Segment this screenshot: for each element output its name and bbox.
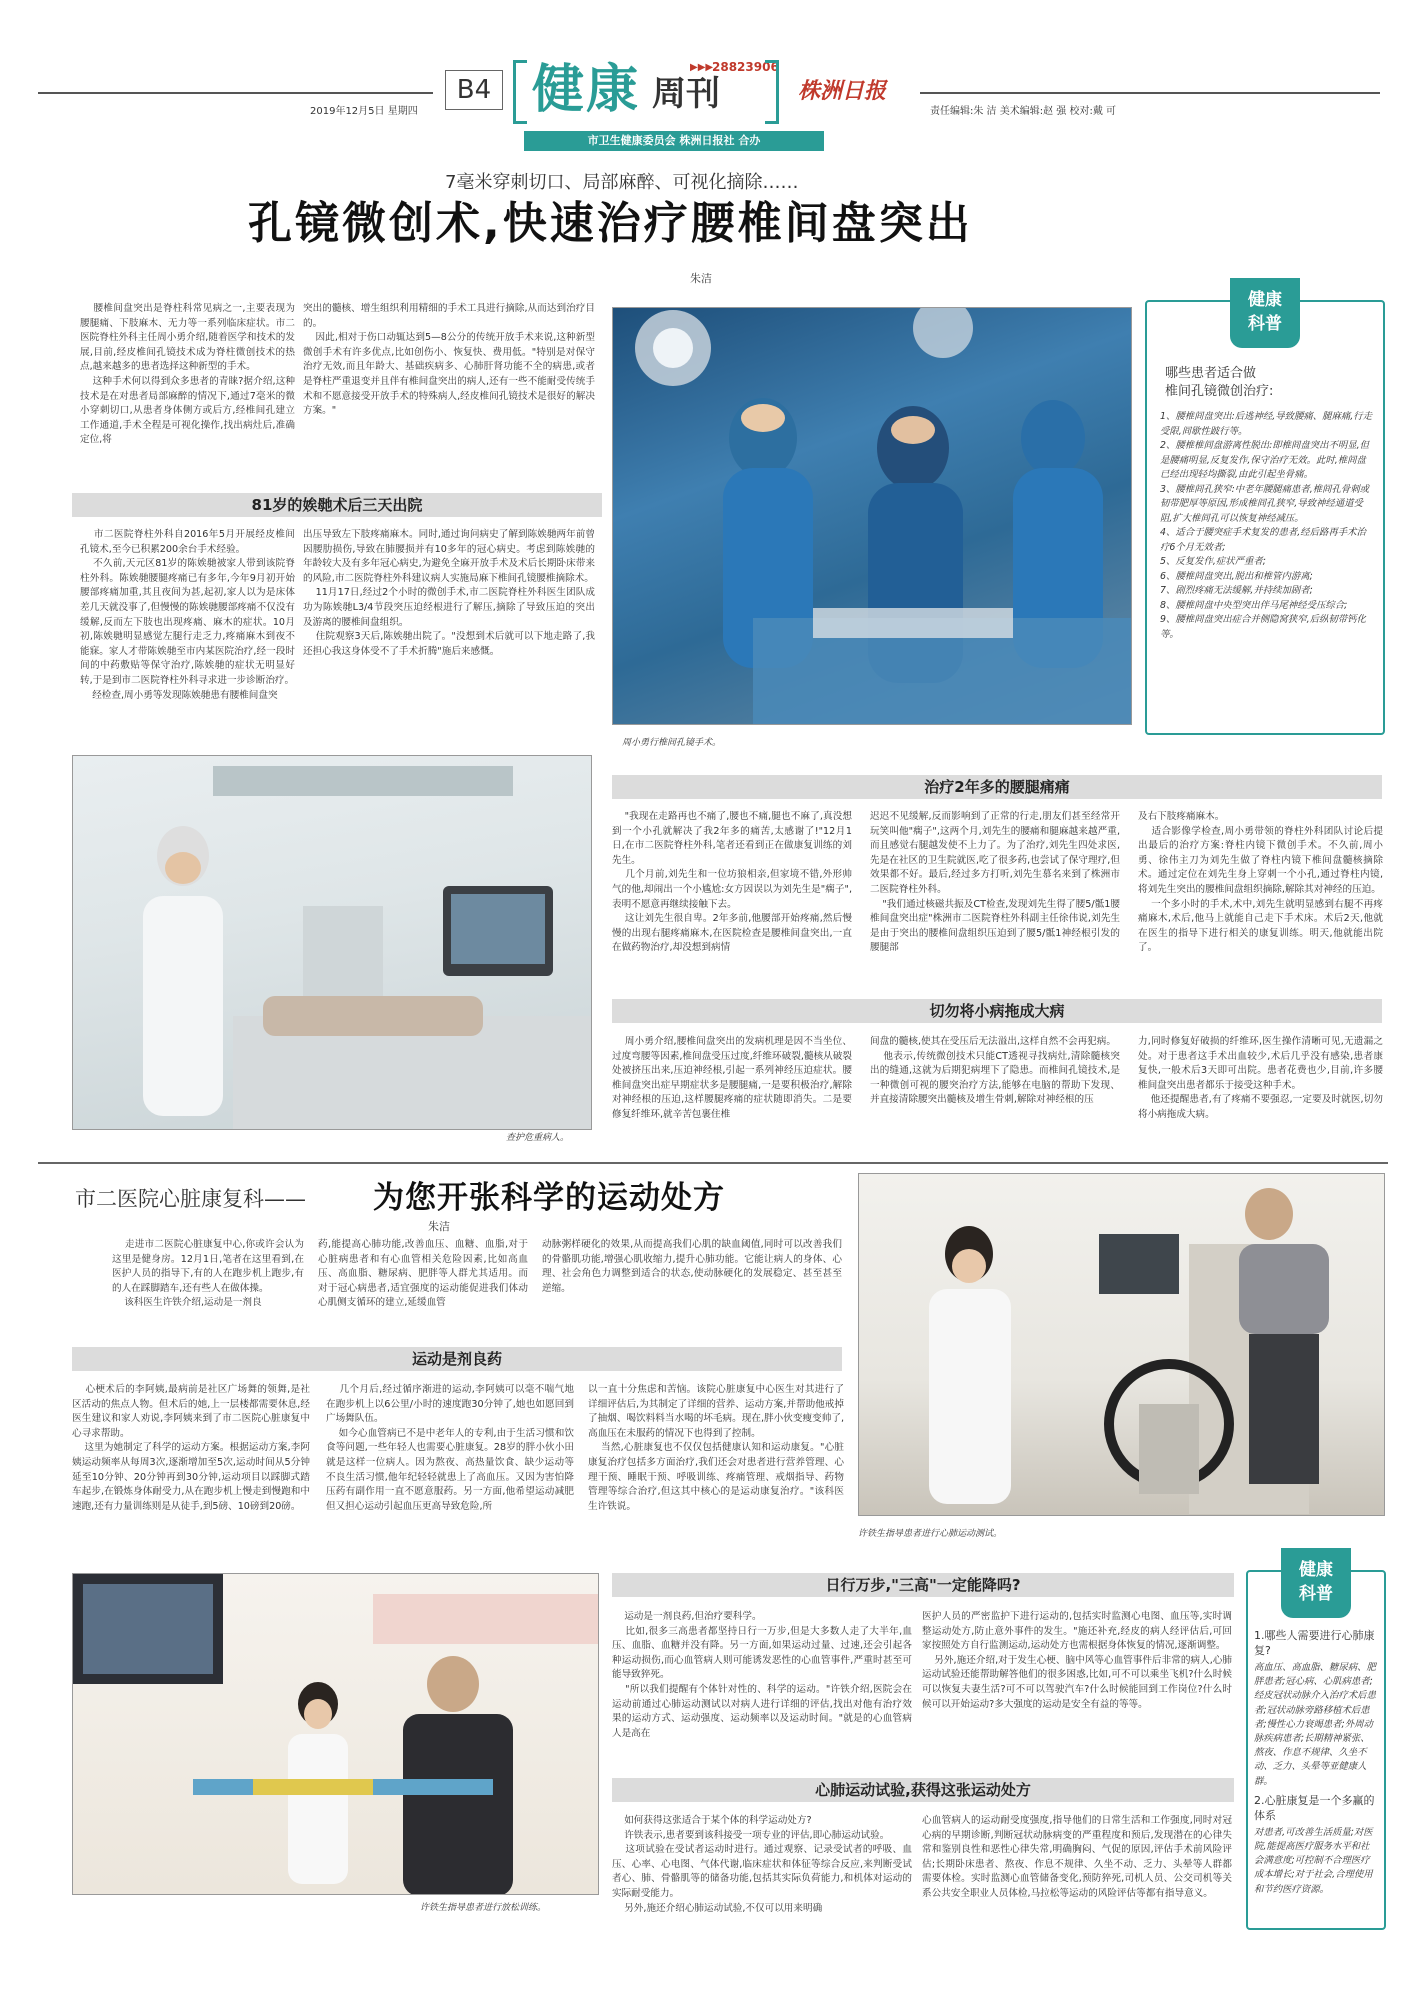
sidebar-2-badge-line2: 科普: [1299, 1584, 1333, 1604]
lead-headline: 孔镜微创术,快速治疗腰椎间盘突出: [248, 198, 973, 249]
story-3-column-2: 间盘的髓核,使其在受压后无法溢出,这样自然不会再犯病。 他表示,传统微创技术只能CT透视寻找病灶,清除髓核突出的缝通,这就为后期犯病埋下了隐患。而椎间孔镜技术,是一种微创可视的腰突治疗方法,能够在电脑的帮助下发现、并直接清除腰突出髓核及增生骨刺,解除对神经根的压: [870, 1036, 1120, 1106]
story-4-column-1: 心梗术后的李阿姨,最病前是社区广场舞的领舞,是社区活动的焦点人物。但术后的她,上一层楼都需要休息,经医生建议和家人劝说,李阿姨来到了市二医院心脏康复中心寻求帮助。 这里为她制定了科学的运动方案。根据运动方案,李阿姨运动频率从每周3次,逐渐增加至5次,运动时间从5分钟延至10分钟、20分钟再到30分钟,运动项目以踩脚式踏车起步,在锻炼身体耐受力,从在跑步机上慢走到慢跑和中速跑,还有力量训练则是从徒手,到5磅、10磅到20磅。: [72, 1384, 310, 1512]
story-2-column-3: 及右下肢疼痛麻木。 适合影像学检查,周小勇带领的脊柱外科团队讨论后提出最后的治疗方案:脊柱内镜下微创手术。不久前,周小勇、徐伟主刀为刘先生做了脊柱内镜下椎间盘髓核摘除术。通过定位在刘先生身上穿刺一个小孔,通过脊柱内镜,将刘先生突出的腰椎间盘组织摘除,解除其对神经的压迫。 一个多小时的手术,术中,刘先生就明显感到右腿不再疼痛麻木,术后,他马上就能自己走下手术床。术后2天,他就在医生的指导下进行相关的康复训练。明天,他就能出院了。: [1138, 811, 1383, 954]
sidebar-1-item: 4、适合于腰突症手术复发的患者,经后路再手术治疗6个月无效者;: [1160, 527, 1366, 553]
lead-column-2: 突出的髓核、增生组织利用精细的手术工具进行摘除,从而达到治疗目的。 因此,相对于伤口动辄达到5—8公分的传统开放手术来说,这种新型微创手术有许多优点,比如创伤小、恢复快、费用低。"特别是对保守治疗无效,而且年龄大、基础疾病多、心肺肝肾功能不全的病患,或者是脊柱严重退变并且伴有椎间盘突出的病人,还有一些不能耐受传统手术和不愿意接受开放手术的特殊病人,经皮椎间孔镜技术是很好的解决方案。": [303, 303, 595, 417]
masthead-phone: 28823906: [712, 60, 779, 74]
sidebar-2-content: [1254, 1628, 1378, 1897]
sidebar-1-title-line2: 椎间孔镜微创治疗:: [1165, 384, 1274, 399]
sidebar-1-item: 7、剧烈疼痛无法缓解,并持续加剧者;: [1160, 585, 1313, 596]
heart-column-1: 走进市二医院心脏康复中心,你或许会认为这里是健身房。12月1日,笔者在这里看到,在医护人员的指导下,有的人在跑步机上跑步,有的人在踩脚踏车,还有些人在做体操。 该科医生许铁介绍,运动是一剂良: [112, 1239, 304, 1309]
story-5-column-2: 医护人员的严密监护下进行运动的,包括实时监测心电图、血压等,实时调整运动处方,防止意外事件的发生。"施还补充,经皮的病人经评估后,可回家按照处方自行监测运动,运动处方也需根据身体恢复的情况,逐渐调整。 另外,施还介绍,对于发生心梗、脑中风等心血管事件后非常的病人,心肺运动试验还能帮助解答他们的很多困惑,比如,可不可以乘坐飞机?什么时候可以恢复夫妻生活?可不可以驾驶汽车?什么时候能回到工作岗位?什么时候可以开始运动?多大强度的运动是安全有益的等等。: [922, 1611, 1232, 1710]
lead-column-1: 腰椎间盘突出是脊柱科常见病之一,主要表现为腰腿痛、下肢麻木、无力等一系列临床症状。市二医院脊柱外科主任周小勇介绍,随着医学和技术的发展,目前,经皮椎间孔镜技术成为脊柱微创技术的热点,越来越多的患者选择这种新型的手术。 这种手术何以得到众多患者的青睐?据介绍,这种技术是在对患者局部麻醉的情况下,通过7毫米的微小穿刺切口,从患者身体侧方或后方,经椎间孔建立工作通道,手术全程是可视化操作,找出病灶后,准确定位,将: [80, 303, 295, 446]
masthead-title: 健康: [532, 60, 641, 120]
story-1-subhead: 81岁的娭毑术后三天出院: [72, 493, 602, 517]
ward-photo-illustration: [73, 756, 592, 1130]
sidebar-1-title: [1165, 365, 1273, 401]
heart-headline: 为您开张科学的运动处方: [373, 1180, 725, 1216]
rehab-test-photo: [858, 1173, 1385, 1516]
sidebar-1-item: 3、腰椎间孔狭窄:中老年腰腿痛患者,椎间孔骨刺或韧带肥厚等原因,形成椎间孔狭窄,导致神经通道受阻,扩大椎间孔可以恢复神经减压。: [1160, 483, 1369, 524]
story-2-subhead: 治疗2年多的腰腿痛痛: [612, 775, 1382, 799]
sidebar-2-question-2: 2.心脏康复是一个多赢的体系: [1254, 1793, 1375, 1822]
heart-column-2: 药,能提高心肺功能,改善血压、血糖、血脂,对于心脏病患者和有心血管相关危险因素,比如高血压、高血脂、糖尿病、肥胖等人群尤其适用。而对于冠心病患者,适宜强度的运动能促进我们体动心肌侧支循环的建立,延缓血管: [318, 1239, 528, 1309]
training-photo-illustration: [73, 1574, 599, 1895]
surgery-photo: [612, 307, 1132, 725]
story-4-column-2: 几个月后,经过循序渐进的运动,李阿姨可以毫不喘气地在跑步机上以6公里/小时的速度跑30分钟了,她也如愿回到广场舞队伍。 如今心血管病已不是中老年人的专利,由于生活习惯和饮食等问题,一些年轻人也需要心脏康复。28岁的胖小伙小田就是这样一位病人。因为熬夜、高热量饮食、缺少运动等不良生活习惯,他年纪轻轻就患上了高血压。又因为害怕降压药有副作用一直不愿意服药。另一方面,他希望运动减肥但又担心运动引起血压更高导致危险,所: [326, 1384, 574, 1512]
sidebar-1-badge: [1230, 278, 1300, 348]
lead-byline: 朱洁: [690, 272, 712, 285]
masthead-title-suffix: 周刊: [652, 74, 720, 114]
story-3-column-3: 力,同时修复好破损的纤维环,医生操作清晰可见,无遗漏之处。对于患者这手术出血较少,术后几乎没有感染,患者康复快,一般术后3天即可出院。患者花费也少,目前,许多腰椎间盘突出患者都乐于接受这种手术。 他还提醒患者,有了疼痛不要强忍,一定要及时就医,切勿将小病拖成大病。: [1138, 1036, 1383, 1120]
sidebar-2-question-1: 1.哪些人需要进行心肺康复?: [1254, 1629, 1375, 1657]
story-3-column-1: 周小勇介绍,腰椎间盘突出的发病机理是因不当坐位、过度弯腰等因素,椎间盘受压过度,纤维环破裂,髓核从破裂处被挤压出来,压迫神经根,引起一系列神经压迫症状。腰椎间盘突出症早期症状多是腰腿痛,一是要积极治疗,解除对神经根的压迫,这样腰腿疼痛的症状随即消失。二是要修复纤维环,就辛苦包裹住椎: [612, 1036, 852, 1120]
surgery-photo-caption: 周小勇行椎间孔镜手术。: [622, 738, 722, 748]
masthead-bracket: [513, 60, 527, 124]
ward-photo-caption: 查护危重病人。: [506, 1133, 570, 1143]
sidebar-2-answer-1: 高血压、高血脂、糖尿病、肥胖患者;冠心病、心肌病患者;经皮冠状动脉介入治疗术后患者;冠状动脉旁路移植术后患者;慢性心力衰竭患者;外周动脉疾病患者;长期精神紧张、熬夜、作息不规律、久坐不动、乏力、头晕等亚健康人群。: [1254, 1662, 1376, 1787]
section-divider: [38, 1162, 1388, 1164]
rehab-test-photo-caption: 许铁生指导患者进行心肺运动测试。: [858, 1529, 1003, 1539]
sidebar-2-badge: [1281, 1548, 1351, 1618]
ward-photo: [72, 755, 592, 1130]
story-4-subhead: 运动是剂良药: [72, 1347, 842, 1371]
story-6-subhead: 心肺运动试验,获得这张运动处方: [612, 1778, 1234, 1802]
rehab-test-photo-illustration: [859, 1174, 1385, 1516]
training-photo: [72, 1573, 599, 1895]
story-5-column-1: 运动是一剂良药,但治疗要科学。 比如,很多三高患者都坚持日行一万步,但是大多数人走了大半年,血压、血脂、血糖并没有降。另一方面,如果运动过量、过速,还会引起各种运动损伤,而心血管病人则可能诱发恶性的心血管事件,严重时甚至可能导致猝死。 "所以我们提醒有个体针对性的、科学的运动。"许铁介绍,医院会在运动前通过心肺运动测试以对病人进行详细的评估,找出对他有治疗效果的运动方式、运动强度、运动频率以及运动时间。"就是的心血管病人是高在: [612, 1611, 912, 1739]
sidebar-1-item: 2、腰椎椎间盘游离性脱出:即椎间盘突出不明显,但是腰痛明显,反复发作,保守治疗无效。此时,椎间盘已经出现轻均撕裂,由此引起坐骨痛。: [1160, 440, 1369, 480]
sidebar-1-title-line1: 哪些患者适合做: [1165, 366, 1257, 381]
sidebar-1-item: 6、腰椎间盘突出,脱出和椎管内游离;: [1160, 570, 1313, 582]
story-2-column-1: "我现在走路再也不痛了,腰也不痛,腿也不麻了,真没想到一个小孔就解决了我2年多的痛苦,太感谢了!"12月1日,在市二医院脊柱外科,笔者还看到正在做康复训练的刘先生。 几个月前,刘先生和一位坊狼相亲,但家境不错,外形帅气的他,却闹出一个小尴尬:女方因误以为刘先生是"瘸子",表明不愿意再继续接触下去。 这让刘先生很自卑。2年多前,他腰部开始疼痛,然后慢慢的出现右腿疼痛麻木,在医院检查是腰椎间盘突出,一直在做药物治疗,却没想到病情: [612, 811, 852, 954]
sidebar-1-badge-line1: 健康: [1248, 290, 1282, 310]
story-1-column-1: 市二医院脊柱外科自2016年5月开展经皮椎间孔镜术,至今已积累200余台手术经验。 不久前,天元区81岁的陈娭毑被家人带到该院脊柱外科。陈娭毑腰腿疼痛已有多年,今年9月初开始腰部疼痛加重,其且夜间为甚,起初,家人以为是床体差几天就没事了,但慢慢的陈娭毑腰部疼痛不仅没有缓解,反而左下肢也出现疼痛、麻木的症状。10月初,陈娭毑明显感觉左腿行走乏力,疼痛麻木到夜不能寐。家人才带陈娭毑至市内某医院治疗,经一段时间的中药敷贴等保守治疗,陈娭毑的症状无明显好转,于是到市二医院脊柱外科寻求进一步诊断治疗。 经检查,周小勇等发现陈娭毑患有腰椎间盘突: [80, 529, 295, 701]
masthead: [0, 0, 1420, 150]
masthead-rule-right: [920, 92, 1380, 94]
sidebar-1-item: 8、腰椎间盘中央型突出伴马尾神经受压综合;: [1160, 599, 1348, 611]
surgery-photo-illustration: [613, 308, 1132, 725]
sidebar-1-item: 9、腰椎间盘突出症合并侧隐窝狭窄,后纵韧带钙化等。: [1160, 614, 1366, 640]
sidebar-1-badge-line2: 科普: [1248, 314, 1282, 334]
story-4-column-3: 以一直十分焦虑和苦恼。该院心脏康复中心医生对其进行了详细评估后,为其制定了详细的营养、运动方案,并帮助他戒掉了抽烟、喝饮料料当水喝的坏毛病。现在,胖小伙变瘦变帅了,高血压在未服药的情况下也得到了控制。 当然,心脏康复也不仅仅包括健康认知和运动康复。"心脏康复治疗包括多方面治疗,我们还会对患者进行营养管理、心理干预、睡眠干预、呼吸训练、疼痛管理、戒烟指导、药物管理等综合治疗,但这其中核心的是运动康复治疗。"该科医生许铁说。: [588, 1384, 844, 1512]
paper-logo: 株洲日报: [798, 78, 887, 104]
sidebar-2-answer-2: 对患者,可改善生活质量;对医院,能提高医疗服务水平和社会满意度;可控制不合理医疗成本增长;对于社会,合理使用和节约医疗资源。: [1254, 1826, 1373, 1895]
heart-kicker: 市二医院心脏康复科——: [75, 1187, 306, 1211]
story-6-column-1: 如何获得这张适合于某个体的科学运动处方? 许铁表示,患者要到该科接受一项专业的评估,即心肺运动试验。 这项试验在受试者运动时进行。通过观察、记录受试者的呼吸、血压、心率、心电图、气体代谢,临床症状和体征等综合反应,来判断受试者心、肺、骨骼肌等的储备功能,包括其实际负荷能力,和机体对运动的实际耐受能力。 另外,施还介绍心肺运动试验,不仅可以用来明确: [612, 1815, 912, 1914]
heart-byline: 朱洁: [428, 1220, 450, 1233]
phone-icon: ▶▶▶: [690, 62, 714, 73]
issue-date: 2019年12月5日 星期四: [310, 106, 418, 117]
story-3-subhead: 切勿将小病拖成大病: [612, 999, 1382, 1023]
page-code: B4: [445, 70, 503, 110]
masthead-rule-left: [38, 92, 433, 94]
sidebar-1-item: 5、反复发作,症状严重者;: [1160, 556, 1266, 567]
story-1-column-2: 出压导致左下肢疼痛麻木。同时,通过询问病史了解到陈娭毑两年前曾因腰肋损伤,导致在肺腰损并有10多年的冠心病史。考虑到陈娭毑的年龄较大及有多年冠心病史,为避免全麻开放手术及术后长期卧床带来的风险,市二医院脊柱外科建议病人实施局麻下椎间孔镜腰椎摘除术。 11月17日,经过2个小时的微创手术,市二医院脊柱外科医生团队成功为陈娭毑L3/4节段突压迫经根进行了解压,摘除了导致压迫的突出及游离的腰椎间盘组织。 住院观察3天后,陈娭毑出院了。"没想到术后就可以下地走路了,我还担心我这身体受不了手术折腾"施后来感慨。: [303, 529, 595, 657]
story-2-column-2: 迟迟不见缓解,反而影响到了正常的行走,朋友们甚至经常开玩笑叫他"瘸子",这两个月,刘先生的腰痛和腿麻越来越严重,而且感觉右腿越发使不上力了。为了治疗,刘先生四处求医,先是在社区的卫生院就医,吃了很多药,也尝试了保守理疗,但效果都不好。最后,经过多方打听,刘先生慕名来到了株洲市二医院脊柱外科。 "我们通过核磁共振及CT检查,发现刘先生得了腰5/骶1腰椎间盘突出症"株洲市二医院脊柱外科副主任徐伟说,刘先生是由于突出的腰椎间盘组织压迫到了腰5/骶1神经根引发的腰腿部: [870, 811, 1120, 954]
heart-column-3: 动脉粥样硬化的效果,从而提高我们心肌的缺血阈值,同时可以改善我们的骨骼肌功能,增强心肌收缩力,提升心肺功能。它能让病人的身体、心理、社会角色力调整到适合的状态,使动脉硬化的发展稳定、甚至甚至逆缩。: [542, 1239, 842, 1294]
lead-kicker: 7毫米穿刺切口、局部麻醉、可视化摘除……: [445, 172, 799, 193]
training-photo-caption: 许铁生指导患者进行放松训练。: [420, 1903, 547, 1913]
masthead-bracket-right: [765, 60, 779, 124]
sidebar-1-list: [1160, 410, 1374, 642]
partners-banner: 市卫生健康委员会 株洲日报社 合办: [524, 131, 824, 151]
story-6-column-2: 心血管病人的运动耐受度强度,指导他们的日常生活和工作强度,同时对冠心病的早期诊断,判断冠状动脉病变的严重程度和预后,发现潜在的心律失常和鉴别良性和恶性心律失常,明确胸闷、气促的原因,评估手术前风险评估;长期卧床患者、熬夜、作息不规律、久坐不动、乏力、头晕等人群都需要体检。实时监测心血管储备变化,预防猝死,司机人员、公交司机等关系公共安全职业人员体检,马拉松等运动的风险评估等都有指导意义。: [922, 1815, 1232, 1899]
editor-credits: 责任编辑:朱 洁 美术编辑:赵 强 校对:戴 可: [930, 106, 1117, 117]
sidebar-1-item: 1、腰椎间盘突出:后逃神经,导致腰痛、腿麻痛,行走受限,间歇性跛行等。: [1160, 411, 1372, 437]
story-5-subhead: 日行万步,"三高"一定能降吗?: [612, 1573, 1234, 1597]
sidebar-2-badge-line1: 健康: [1299, 1560, 1333, 1580]
